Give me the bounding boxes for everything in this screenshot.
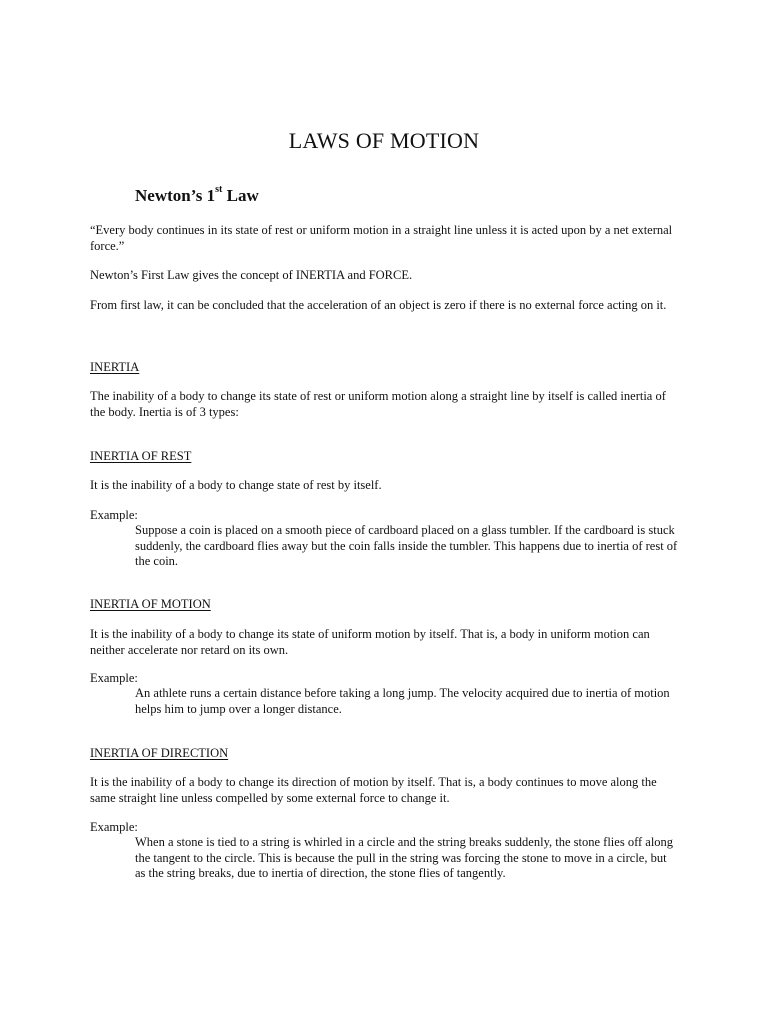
law-heading [135, 186, 259, 206]
inertia-of-rest-heading: INERTIA OF REST [90, 449, 192, 463]
inertia-of-direction-example-label: Example: [90, 820, 138, 834]
law-heading-superscript: st [215, 184, 223, 196]
inertia-of-motion-heading: INERTIA OF MOTION [90, 597, 211, 611]
inertia-of-motion-example-label: Example: [90, 671, 138, 685]
first-law-quote: “Every body continues in its state of rest or uniform motion in a straight line unless it is acted upon by a net external force.” [90, 223, 673, 253]
inertia-of-rest-definition: It is the inability of a body to change state of rest by itself. [90, 478, 382, 492]
inertia-of-direction-example-text: When a stone is tied to a string is whirled in a circle and the string breaks suddenly, the stone flies off along the tangent to the circle. This is because the pull in the string was forcing the stone to move in a circle, but as the string breaks, due to inertia of direction, the stone flies of tangently. [135, 835, 674, 880]
inertia-heading: INERTIA [90, 360, 140, 374]
conclusion-paragraph: From first law, it can be concluded that the acceleration of an object is zero if there is no external force acting on it. [90, 298, 667, 312]
inertia-of-motion-definition: It is the inability of a body to change its state of uniform motion by itself. That is, a body in uniform motion can neither accelerate nor retard on its own. [90, 627, 650, 657]
concept-paragraph: Newton’s First Law gives the concept of INERTIA and FORCE. [90, 268, 413, 282]
inertia-of-direction-heading: INERTIA OF DIRECTION [90, 746, 229, 760]
law-heading-suffix: Law [222, 186, 259, 205]
inertia-definition: The inability of a body to change its state of rest or uniform motion along a straight line by itself is called inertia of the body. Inertia is of 3 types: [90, 389, 666, 419]
inertia-of-rest-example-text: Suppose a coin is placed on a smooth piece of cardboard placed on a glass tumbler. If the cardboard is stuck suddenly, the cardboard flies away but the coin falls inside the tumbler. This happens due to inertia of rest of the coin. [135, 523, 678, 568]
inertia-of-motion-example-text: An athlete runs a certain distance before taking a long jump. The velocity acquired due to inertia of motion helps him to jump over a longer distance. [135, 686, 670, 716]
inertia-of-rest-example-label: Example: [90, 508, 138, 522]
page-title: LAWS OF MOTION [288, 128, 480, 153]
law-heading-prefix: Newton’s 1 [135, 186, 216, 205]
inertia-of-direction-definition: It is the inability of a body to change its direction of motion by itself. That is, a body continues to move along the same straight line unless compelled by some external force to change it. [90, 775, 657, 805]
